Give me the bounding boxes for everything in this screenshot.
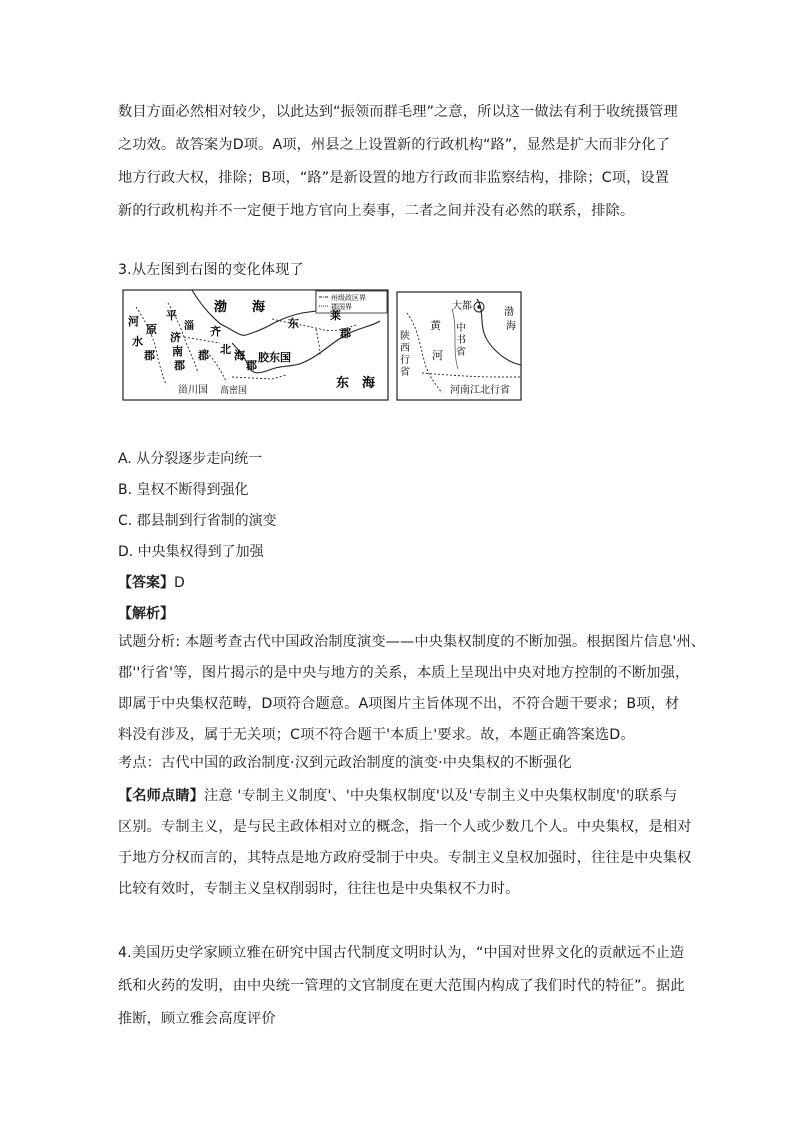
map-label: 黄 xyxy=(430,319,441,332)
intro-line: 之功效。故答案为D项。A项，州县之上设置新的行政机构“路”，显然是扩大而非分化了 xyxy=(118,137,671,153)
map-label: 东 xyxy=(288,317,299,330)
analysis-label: 【解析】 xyxy=(118,606,174,622)
analysis-paragraph xyxy=(118,627,706,775)
map-label: 河 xyxy=(128,315,139,328)
option-c: C. 郡县制到行省制的演变 xyxy=(118,513,277,529)
map-label: 郡 xyxy=(246,359,257,372)
answer-label: 【答案】 xyxy=(118,575,174,591)
map-label: 莱 xyxy=(330,309,341,322)
map-right xyxy=(397,292,521,400)
map-label: 西 xyxy=(400,343,410,354)
analysis-line: 郡''行省'等，图片揭示的是中央与地方的关系，本质上呈现出中央对地方控制的不断加强， xyxy=(118,665,690,681)
map-label: 东 xyxy=(336,376,350,391)
map-label: 甾川国 xyxy=(178,385,208,396)
mingshi-text: 注意 '专制主义制度'、'中央集权制度'以及'专制主义中央集权制度'的联系与 xyxy=(204,788,678,804)
map-label: 海 xyxy=(234,349,245,362)
mingshi-label: 【名师点睛】 xyxy=(118,788,205,804)
map-label: 海 xyxy=(362,376,376,391)
map-label: 郡 xyxy=(198,349,209,362)
intro-paragraph xyxy=(118,96,678,228)
answer-row xyxy=(118,572,185,592)
map-label: 齐 xyxy=(210,325,221,338)
q3-stem: 3.从左图到右图的变化体现了 xyxy=(118,262,304,278)
map-label: 河南江北行省 xyxy=(450,385,510,396)
map-label: 郡 xyxy=(144,349,155,362)
map-label: 渤 xyxy=(214,300,228,315)
map-label: 中 xyxy=(456,323,466,334)
mingshi-line: 于地方分权而言的，其特点是地方政府受制于中央。专制主义皇权加强时，往往是中央集权 xyxy=(118,850,692,866)
map-label: 高密国 xyxy=(220,386,248,396)
mingshi-line: 比较有效时，专制主义皇权削弱时，往往也是中央集权不力时。 xyxy=(118,881,520,897)
map-label: 海 xyxy=(506,321,516,332)
map-label: 平 xyxy=(166,309,177,322)
q4-line: 推断，顾立雅会高度评价 xyxy=(118,1011,276,1027)
analysis-line: 即属于中央集权范畴，D项符合题意。A项图片主旨体现不出，不符合题干要求；B项，材 xyxy=(118,696,680,712)
mingshi-paragraph xyxy=(118,781,692,905)
option-a: A. 从分裂逐步走向统一 xyxy=(118,451,263,467)
map-label: 省 xyxy=(400,367,410,378)
map-label: 济 xyxy=(170,331,181,344)
option-d: D. 中央集权得到了加强 xyxy=(118,544,264,560)
map-label: 海 xyxy=(252,300,266,315)
legend-state-border: 州级政区界 xyxy=(331,294,366,302)
option-b: B. 皇权不断得到强化 xyxy=(118,482,249,498)
kaodian-line: 考点：古代中国的政治制度·汉到元政治制度的演变·中央集权的不断强化 xyxy=(118,755,572,771)
analysis-line: 料没有涉及，属于无关项；C项不符合题干'本质上'要求。故，本题正确答案选D。 xyxy=(118,727,635,743)
map-left xyxy=(123,290,388,400)
intro-line: 地方行政大权，排除；B项，“路”是新设置的地方行政而非监察结构，排除；C项，设置 xyxy=(118,170,670,186)
map-label: 淄 xyxy=(184,321,194,332)
q3-maps xyxy=(122,289,524,405)
map-label: 书 xyxy=(456,335,466,346)
map-label: 南 xyxy=(172,345,183,358)
map-label: 河 xyxy=(432,349,443,362)
map-label: 渤 xyxy=(504,307,514,318)
intro-line: 新的行政机构并不一定便于地方官向上奏事，二者之间并没有必然的联系，排除。 xyxy=(118,203,635,219)
map-label: 郡 xyxy=(340,327,351,340)
legend-commandery-border: 郡国界 xyxy=(331,303,352,311)
analysis-line: 试题分析: 本题考查古代中国政治制度演变——中央集权制度的不断加强。根据图片信息'州、 xyxy=(118,634,706,650)
map-label: 大都 xyxy=(452,301,472,312)
answer-value: D xyxy=(174,575,185,591)
map-label: 郡 xyxy=(174,359,185,372)
map-label: 原 xyxy=(146,323,157,336)
intro-line: 数目方面必然相对较少，以此达到“振领而群毛理”之意，所以这一做法有利于收统摄管理 xyxy=(118,104,678,120)
map-label: 陕 xyxy=(400,331,410,342)
mingshi-line: 区别。专制主义，是与民主政体相对立的概念，指一个人或少数几个人。中央集权，是相对 xyxy=(118,819,692,835)
q4-line: 4.美国历史学家顾立雅在研究中国古代制度文明时认为，“中国对世界文化的贡献远不止造 xyxy=(118,945,685,961)
map-label: 北 xyxy=(220,343,231,356)
map-label: 省 xyxy=(456,347,466,358)
map-label: 胶东国 xyxy=(258,351,291,364)
q4-paragraph xyxy=(118,937,685,1036)
map-label: 行 xyxy=(400,355,410,366)
map-label: 水 xyxy=(132,335,143,348)
q4-line: 纸和火药的发明，由中央统一管理的文官制度在更大范围内构成了我们时代的特征”。据此 xyxy=(118,978,685,994)
mingshi-line xyxy=(118,781,678,812)
